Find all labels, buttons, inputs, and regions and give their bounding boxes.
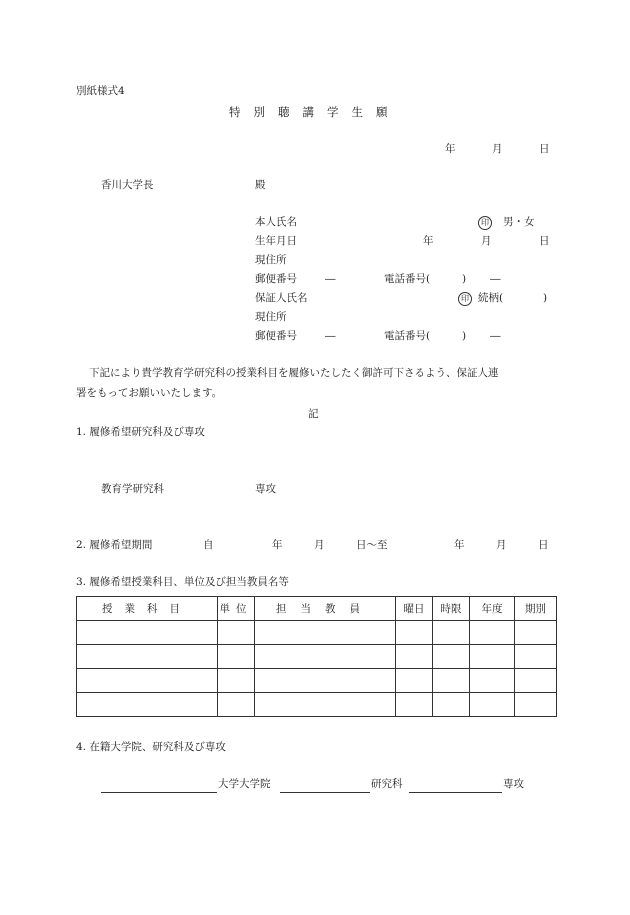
guarantor-relation-close: ) xyxy=(543,292,548,304)
applicant-seal-icon: 印 xyxy=(478,216,492,230)
table-cell[interactable] xyxy=(433,693,470,717)
col-year: 年度 xyxy=(470,597,515,621)
applicant-phone-close: ) xyxy=(462,273,467,285)
table-cell[interactable] xyxy=(396,693,433,717)
guarantor-phone-label: 電話番号( xyxy=(384,330,431,342)
university-blank-line[interactable] xyxy=(101,792,217,793)
table-cell[interactable] xyxy=(433,621,470,645)
applicant-gender: 男・女 xyxy=(503,216,535,228)
period-to-year: 年 xyxy=(454,539,465,551)
school-label: 研究科 xyxy=(371,778,403,790)
guarantor-phone-close: ) xyxy=(462,330,467,342)
col-subject: 授業科目 xyxy=(77,597,218,621)
period-from-year: 年 xyxy=(272,539,283,551)
table-cell[interactable] xyxy=(255,621,396,645)
table-row xyxy=(77,621,557,645)
birthdate-label: 生年月日 xyxy=(255,235,297,247)
col-period: 時限 xyxy=(433,597,470,621)
birth-year-label: 年 xyxy=(423,235,434,247)
table-cell[interactable] xyxy=(218,621,255,645)
request-text-line1: 下記により貴学教育学研究科の授業科目を履修いたしたく御許可下さるよう、保証人連 xyxy=(89,367,499,379)
table-cell[interactable] xyxy=(255,669,396,693)
applicant-postal-label: 郵便番号 xyxy=(255,273,297,285)
period-from-day-to: 日～至 xyxy=(356,539,388,551)
table-cell[interactable] xyxy=(470,693,515,717)
guarantor-address-label: 現住所 xyxy=(255,311,287,323)
table-cell[interactable] xyxy=(396,645,433,669)
table-cell[interactable] xyxy=(515,669,557,693)
table-cell[interactable] xyxy=(515,693,557,717)
ki-heading: 記 xyxy=(308,408,319,420)
col-units: 単位 xyxy=(218,597,255,621)
section2-heading: 2. 履修希望期間 xyxy=(76,539,153,551)
table-row xyxy=(77,645,557,669)
table-cell[interactable] xyxy=(470,621,515,645)
section4-major-label: 専攻 xyxy=(503,778,524,790)
guarantor-postal-label: 郵便番号 xyxy=(255,330,297,342)
date-year-label: 年 xyxy=(445,143,456,155)
period-to-day: 日 xyxy=(538,539,549,551)
col-term: 期別 xyxy=(515,597,557,621)
applicant-name-label: 本人氏名 xyxy=(255,216,297,228)
graduate-school-name: 教育学研究科 xyxy=(101,483,164,495)
table-cell[interactable] xyxy=(255,645,396,669)
section4-heading: 4. 在籍大学院、研究科及び専攻 xyxy=(76,741,226,753)
page-title: 特別聴講学生願 xyxy=(229,105,401,119)
period-from-month: 月 xyxy=(314,539,325,551)
table-cell[interactable] xyxy=(77,645,218,669)
col-teacher: 担当教員 xyxy=(255,597,396,621)
table-cell[interactable] xyxy=(396,621,433,645)
school-blank-line[interactable] xyxy=(280,792,370,793)
section3-heading: 3. 履修希望授業科目、単位及び担当教員名等 xyxy=(76,576,289,588)
guarantor-phone-dash: ― xyxy=(490,330,501,342)
guarantor-seal-icon: 印 xyxy=(458,292,472,306)
table-cell[interactable] xyxy=(433,669,470,693)
table-cell[interactable] xyxy=(470,645,515,669)
table-cell[interactable] xyxy=(77,693,218,717)
table-cell[interactable] xyxy=(77,669,218,693)
applicant-phone-dash: ― xyxy=(490,273,501,285)
applicant-postal-dash: ― xyxy=(325,273,336,285)
table-cell[interactable] xyxy=(218,669,255,693)
table-cell[interactable] xyxy=(77,621,218,645)
guarantor-postal-dash: ― xyxy=(325,330,336,342)
form-id: 別紙様式4 xyxy=(76,85,125,97)
col-weekday: 曜日 xyxy=(396,597,433,621)
guarantor-relation-open: 続柄( xyxy=(478,292,504,304)
table-row xyxy=(77,693,557,717)
table-cell[interactable] xyxy=(255,693,396,717)
guarantor-name-label: 保証人氏名 xyxy=(255,292,308,304)
period-to-month: 月 xyxy=(496,539,507,551)
table-cell[interactable] xyxy=(433,645,470,669)
table-cell[interactable] xyxy=(218,645,255,669)
table-cell[interactable] xyxy=(515,645,557,669)
major-blank-line[interactable] xyxy=(409,792,502,793)
section1-major-label: 専攻 xyxy=(255,483,276,495)
table-cell[interactable] xyxy=(515,621,557,645)
table-cell[interactable] xyxy=(218,693,255,717)
section1-heading: 1. 履修希望研究科及び専攻 xyxy=(76,426,205,438)
date-month-label: 月 xyxy=(492,143,503,155)
request-text-line2: 署をもってお願いいたします。 xyxy=(76,387,223,399)
applicant-phone-label: 電話番号( xyxy=(384,273,431,285)
table-cell[interactable] xyxy=(470,669,515,693)
birth-month-label: 月 xyxy=(481,235,492,247)
applicant-address-label: 現住所 xyxy=(255,254,287,266)
table-row xyxy=(77,669,557,693)
period-from: 自 xyxy=(203,539,214,551)
date-day-label: 日 xyxy=(539,143,550,155)
addressee-honorific: 殿 xyxy=(255,179,266,191)
birth-day-label: 日 xyxy=(539,235,550,247)
table-cell[interactable] xyxy=(396,669,433,693)
course-table xyxy=(76,596,557,717)
addressee-name: 香川大学長 xyxy=(101,179,154,191)
university-label: 大学大学院 xyxy=(218,778,271,790)
course-table-header xyxy=(77,597,557,621)
